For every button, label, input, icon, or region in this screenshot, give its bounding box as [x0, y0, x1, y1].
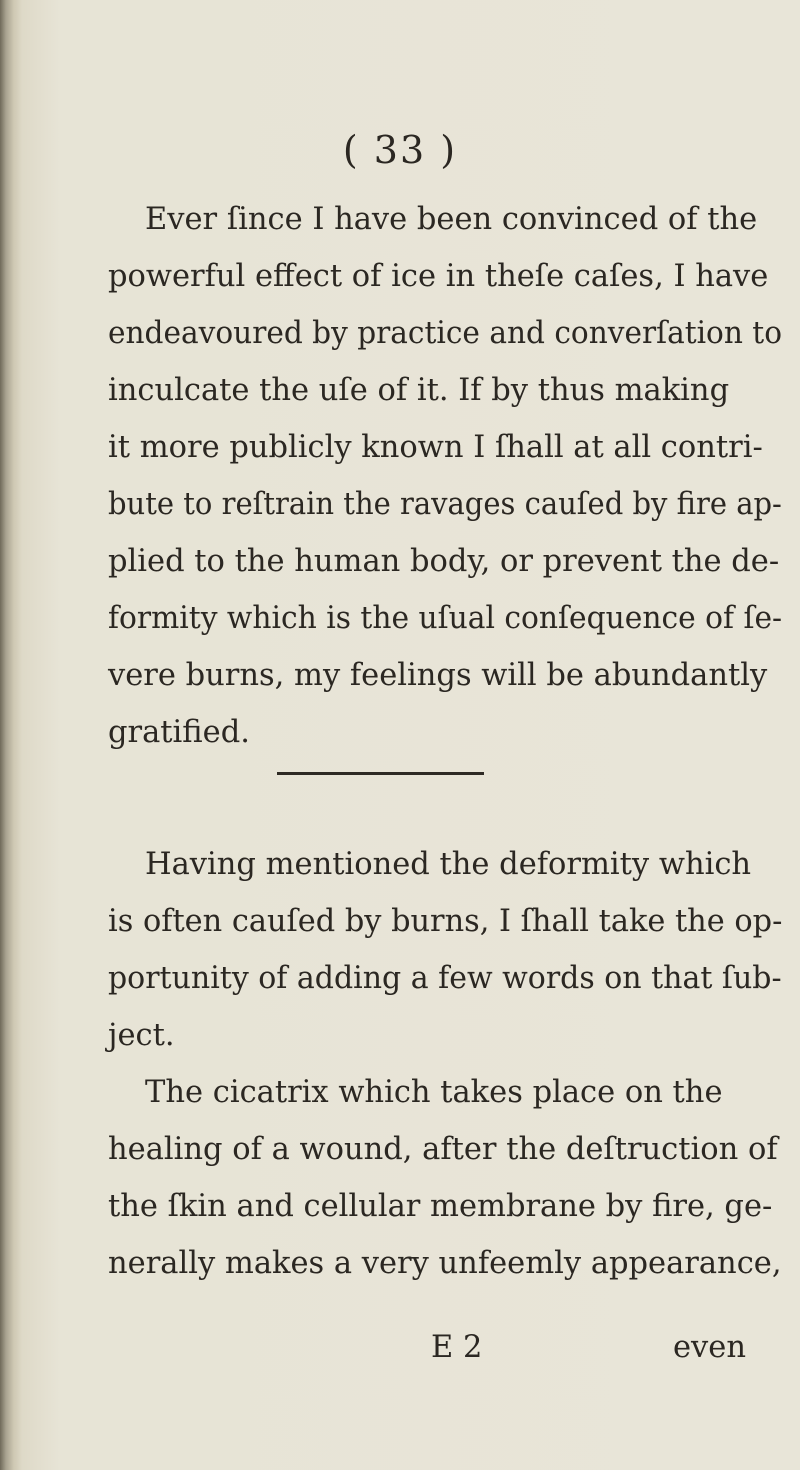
text-line: healing of a wound, after the deſtruction of [108, 1132, 778, 1167]
section-divider [277, 772, 484, 775]
text-line: The cicatrix which takes place on the [145, 1075, 723, 1110]
text-line: vere burns, my feelings will be abundantly [108, 658, 768, 693]
catchword: even [673, 1330, 746, 1365]
text-line: ject. [108, 1018, 175, 1053]
text-line: plied to the human body, or prevent the de- [108, 544, 780, 579]
text-line: inculcate the uſe of it. If by thus making [108, 373, 730, 408]
text-line: gratified. [108, 715, 250, 750]
text-line: endeavoured by practice and converſation to [108, 316, 783, 351]
text-line: bute to reſtrain the ravages cauſed by fire ap- [108, 487, 782, 522]
page-gutter-shadow [0, 0, 22, 1470]
text-line: the ſkin and cellular membrane by fire, ge- [108, 1189, 773, 1224]
text-line: formity which is the uſual conſequence of ſe- [108, 601, 783, 636]
text-line: it more publicly known I ſhall at all contri- [108, 430, 763, 465]
text-line: Having mentioned the deformity which [145, 847, 752, 882]
text-line: nerally makes a very unfeemly appearance, [108, 1246, 782, 1281]
text-line: Ever ſince I have been convinced of the [145, 202, 758, 237]
text-line: portunity of adding a few words on that ſub- [108, 961, 782, 996]
text-line: powerful effect of ice in theſe caſes, I have [108, 259, 769, 294]
text-line: is often cauſed by burns, I ſhall take the op- [108, 904, 783, 939]
signature-mark: E 2 [431, 1330, 483, 1365]
page-number: ( 33 ) [342, 128, 458, 172]
